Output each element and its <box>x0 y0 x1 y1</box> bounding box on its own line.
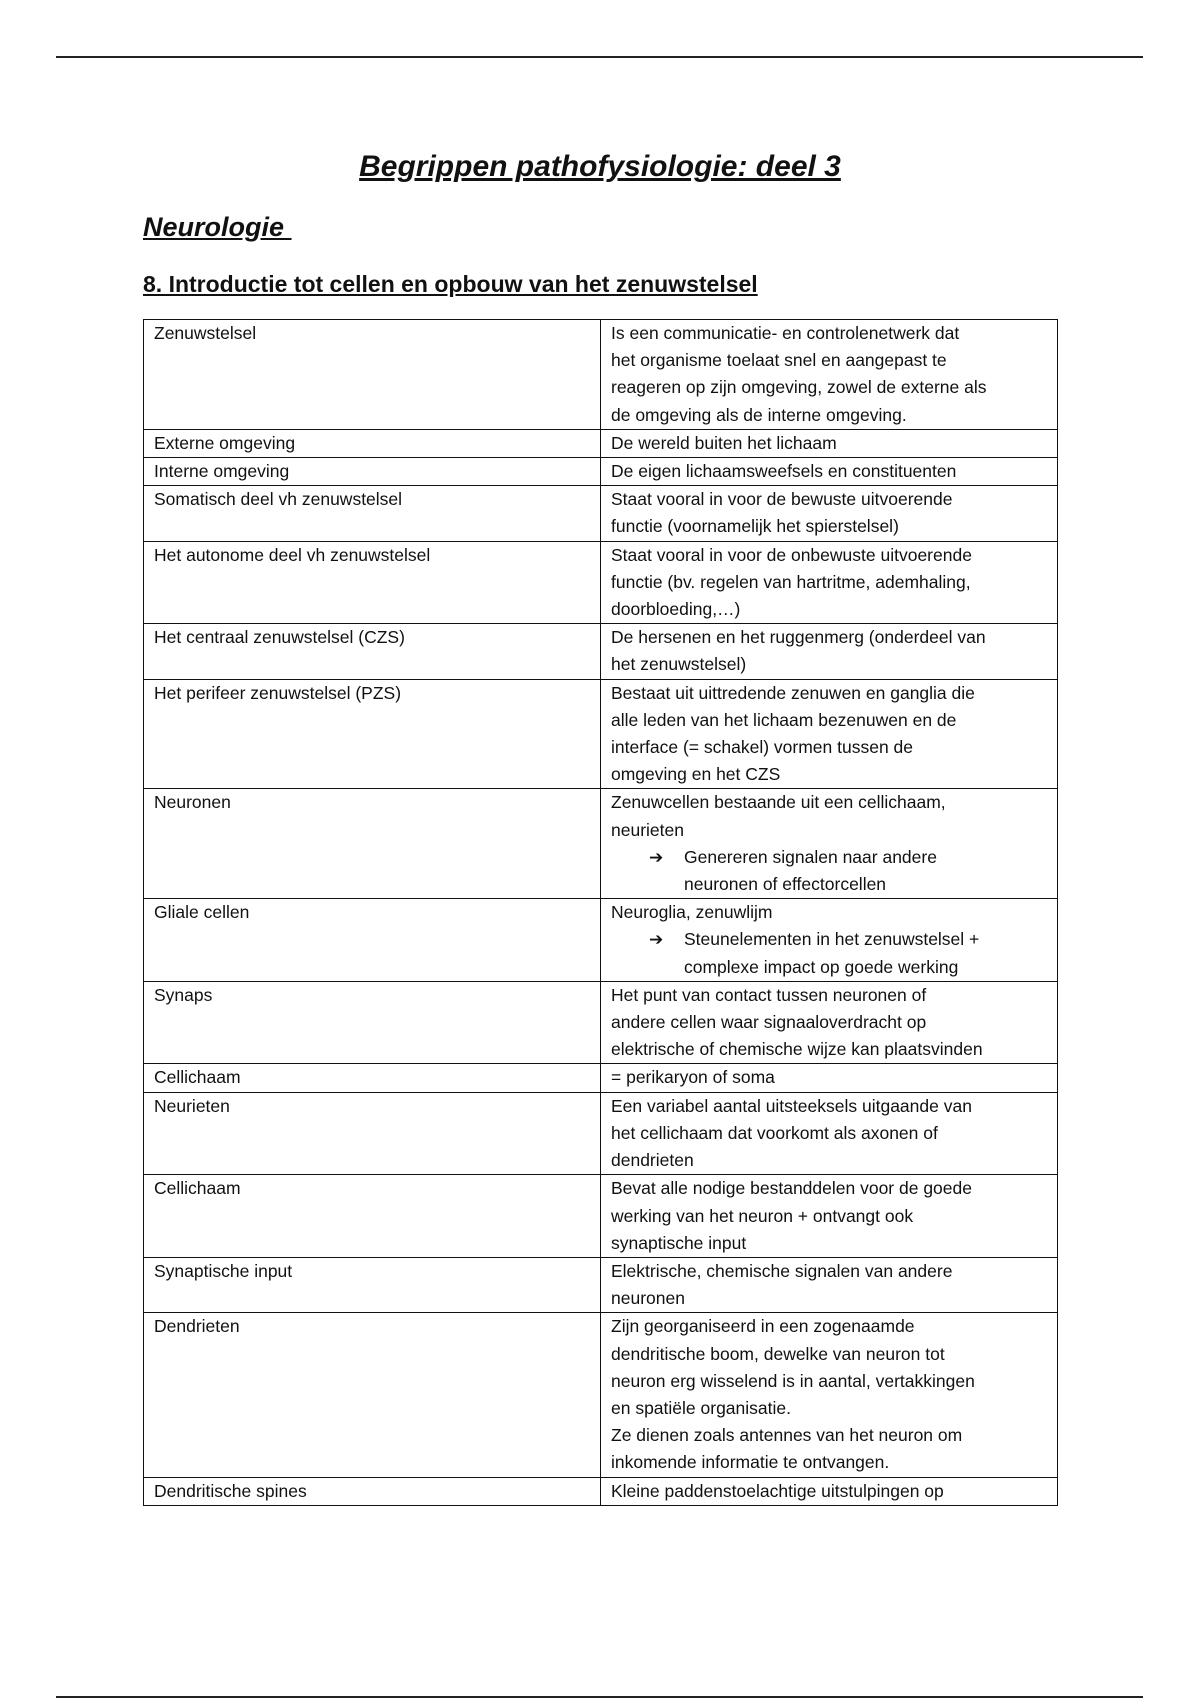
header-rule <box>56 56 1143 58</box>
section-heading: Neurologie <box>143 212 292 242</box>
definition-line: Zenuwcellen bestaande uit een cellichaam, <box>611 792 946 813</box>
definition-line: omgeving en het CZS <box>611 764 781 785</box>
definition-cell <box>601 1313 1058 1477</box>
term-cell: Interne omgeving <box>144 458 601 486</box>
table-row <box>144 624 1058 679</box>
definition-cell <box>601 679 1058 789</box>
term-cell: Externe omgeving <box>144 429 601 457</box>
table-row <box>144 429 1058 457</box>
definition-cell <box>601 1477 1058 1505</box>
definition-cell <box>601 624 1058 679</box>
definition-line: inkomende informatie te ontvangen. <box>611 1452 890 1473</box>
definition-line: neuron erg wisselend is in aantal, vertakkingen <box>611 1370 975 1391</box>
definition-line: doorbloeding,…) <box>611 599 741 620</box>
arrow-bullet <box>611 844 1047 898</box>
term-cell: Neurieten <box>144 1092 601 1175</box>
table-row <box>144 981 1058 1064</box>
table-row <box>144 1092 1058 1175</box>
definition-cell <box>601 981 1058 1064</box>
definition-line: alle leden van het lichaam bezenuwen en de <box>611 709 957 730</box>
definition-cell <box>601 458 1058 486</box>
bullet-line: complexe impact op goede werking <box>684 956 959 977</box>
definition-line: neuronen <box>611 1288 685 1309</box>
term-cell: Somatisch deel vh zenuwstelsel <box>144 486 601 541</box>
term-cell: Neuronen <box>144 789 601 899</box>
definition-line: Het punt van contact tussen neuronen of <box>611 984 927 1005</box>
definition-line: Elektrische, chemische signalen van andere <box>611 1260 953 1281</box>
term-cell: Synaps <box>144 981 601 1064</box>
definition-line: het zenuwstelsel) <box>611 654 747 675</box>
definition-line: elektrische of chemische wijze kan plaatsvinden <box>611 1039 983 1060</box>
table-row <box>144 1175 1058 1258</box>
definition-line: Neuroglia, zenuwlijm <box>611 902 773 923</box>
term-cell: Dendritische spines <box>144 1477 601 1505</box>
term-cell: Het perifeer zenuwstelsel (PZS) <box>144 679 601 789</box>
definition-line: Staat vooral in voor de bewuste uitvoerende <box>611 489 953 510</box>
terms-table <box>143 319 1058 1506</box>
footer-rule <box>56 1696 1143 1698</box>
definition-cell <box>601 320 1058 430</box>
term-cell: Het autonome deel vh zenuwstelsel <box>144 541 601 624</box>
definition-line: Een variabel aantal uitsteeksels uitgaande van <box>611 1095 972 1116</box>
term-cell: Cellichaam <box>144 1064 601 1092</box>
definition-line: De hersenen en het ruggenmerg (onderdeel van <box>611 627 986 648</box>
definition-line: Zijn georganiseerd in een zogenaamde <box>611 1316 915 1337</box>
definition-line: reageren op zijn omgeving, zowel de externe als <box>611 377 987 398</box>
term-cell: Cellichaam <box>144 1175 601 1258</box>
definition-cell <box>601 899 1058 982</box>
definition-cell <box>601 789 1058 899</box>
definition-line: Is een communicatie- en controlenetwerk dat <box>611 323 960 343</box>
definition-line: Bestaat uit uittredende zenuwen en ganglia die <box>611 682 975 703</box>
definition-line: De wereld buiten het lichaam <box>611 432 837 453</box>
table-row <box>144 679 1058 789</box>
definition-line: = perikaryon of soma <box>611 1067 775 1088</box>
definition-line: functie (voornamelijk het spierstelsel) <box>611 516 899 537</box>
table-row <box>144 1257 1058 1312</box>
definition-cell <box>601 541 1058 624</box>
definition-line: Staat vooral in voor de onbewuste uitvoerende <box>611 544 972 565</box>
table-row <box>144 320 1058 430</box>
term-cell: Zenuwstelsel <box>144 320 601 430</box>
table-row <box>144 1064 1058 1092</box>
definition-line: interface (= schakel) vormen tussen de <box>611 737 914 758</box>
bullet-line: Genereren signalen naar andere <box>684 846 937 867</box>
definition-line: functie (bv. regelen van hartritme, ademhaling, <box>611 571 971 592</box>
document-title: Begrippen pathofysiologie: deel 3 <box>359 150 841 183</box>
table-row <box>144 1477 1058 1505</box>
term-cell: Dendrieten <box>144 1313 601 1477</box>
table-row <box>144 486 1058 541</box>
definition-cell <box>601 486 1058 541</box>
arrow-right-icon: ➔ <box>649 930 664 950</box>
definition-cell <box>601 429 1058 457</box>
bullet-line: neuronen of effectorcellen <box>684 874 887 895</box>
definition-line: Ze dienen zoals antennes van het neuron om <box>611 1425 963 1446</box>
table-row <box>144 541 1058 624</box>
table-row <box>144 899 1058 982</box>
arrow-right-icon: ➔ <box>649 847 664 867</box>
term-cell: Het centraal zenuwstelsel (CZS) <box>144 624 601 679</box>
definition-line: neurieten <box>611 819 684 840</box>
definition-line: Kleine paddenstoelachtige uitstulpingen op <box>611 1480 944 1501</box>
definition-cell <box>601 1064 1058 1092</box>
definition-line: het cellichaam dat voorkomt als axonen of <box>611 1122 938 1143</box>
definition-line: De eigen lichaamsweefsels en constituenten <box>611 461 957 482</box>
definition-line: andere cellen waar signaaloverdracht op <box>611 1012 927 1033</box>
definition-cell <box>601 1257 1058 1312</box>
definition-line: Bevat alle nodige bestanddelen voor de goede <box>611 1178 972 1199</box>
table-row <box>144 1313 1058 1477</box>
definition-line: en spatiële organisatie. <box>611 1397 791 1418</box>
definition-line: dendrieten <box>611 1150 694 1171</box>
term-cell: Synaptische input <box>144 1257 601 1312</box>
term-cell: Gliale cellen <box>144 899 601 982</box>
definition-line: synaptische input <box>611 1232 747 1253</box>
table-row <box>144 789 1058 899</box>
arrow-bullet <box>611 926 1047 980</box>
definition-line: dendritische boom, dewelke van neuron tot <box>611 1343 945 1364</box>
definition-cell <box>601 1092 1058 1175</box>
definition-line: werking van het neuron + ontvangt ook <box>611 1205 914 1226</box>
definition-line: de omgeving als de interne omgeving. <box>611 404 907 425</box>
terms-table-body <box>144 320 1058 1506</box>
definition-line: het organisme toelaat snel en aangepast te <box>611 350 947 371</box>
table-row <box>144 458 1058 486</box>
bullet-line: Steunelementen in het zenuwstelsel + <box>684 929 980 950</box>
chapter-heading: 8. Introductie tot cellen en opbouw van het zenuwstelsel <box>143 271 758 297</box>
definition-cell <box>601 1175 1058 1258</box>
